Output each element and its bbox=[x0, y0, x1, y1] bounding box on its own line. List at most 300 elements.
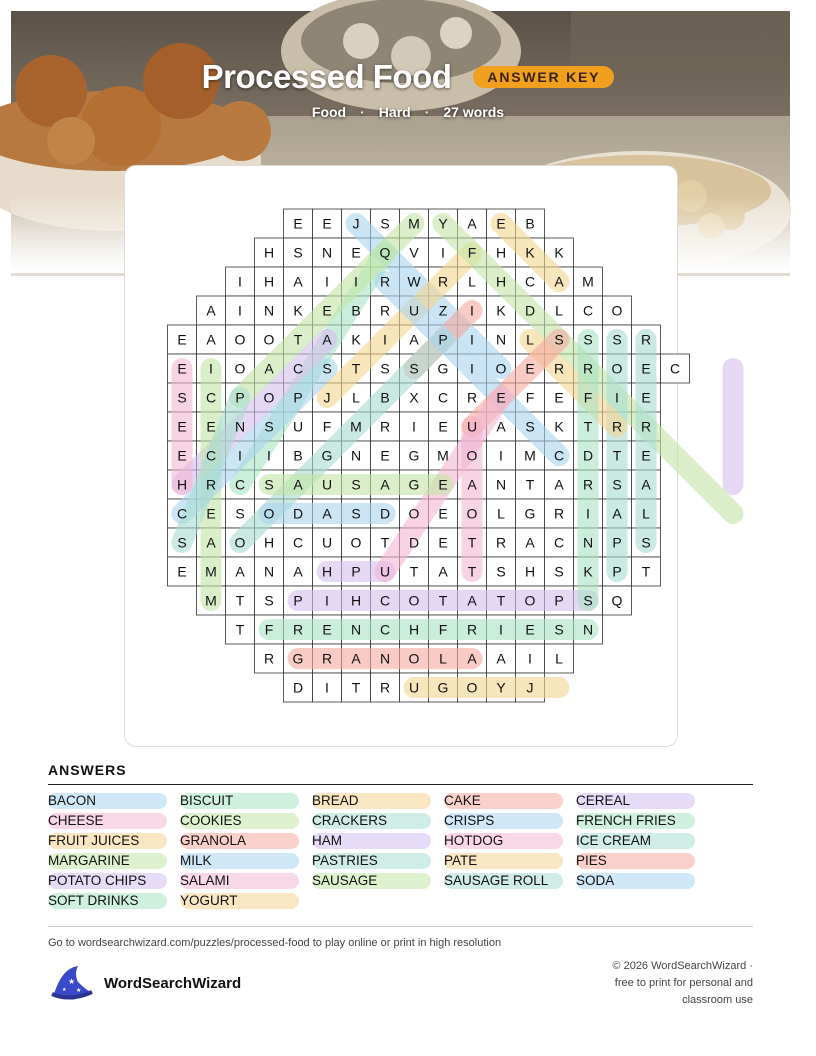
grid-letter: E bbox=[525, 621, 535, 638]
grid-letter: S bbox=[264, 418, 274, 435]
grid-letter: Y bbox=[496, 679, 506, 696]
grid-letter: S bbox=[612, 476, 622, 493]
grid-letter: C bbox=[205, 447, 217, 464]
grid-letter: E bbox=[322, 302, 332, 319]
grid-letter: H bbox=[263, 534, 275, 551]
grid-letter: I bbox=[586, 505, 590, 522]
grid-letter: I bbox=[238, 273, 242, 290]
grid-letter: O bbox=[234, 534, 246, 551]
grid-letter: O bbox=[263, 505, 275, 522]
answer-item bbox=[576, 792, 708, 810]
grid-letter: G bbox=[524, 505, 536, 522]
answer-word: SAUSAGE ROLL bbox=[444, 873, 549, 888]
grid-letter: A bbox=[467, 592, 477, 609]
grid-letter: P bbox=[235, 389, 245, 406]
wizard-hat-icon bbox=[48, 964, 94, 1002]
grid-letter: S bbox=[177, 534, 187, 551]
grid-letter: S bbox=[409, 360, 419, 377]
grid-letter: C bbox=[553, 447, 565, 464]
grid-letter: F bbox=[264, 621, 274, 638]
answer-item bbox=[444, 812, 576, 830]
answer-word: FRENCH FRIES bbox=[576, 813, 676, 828]
grid-letter: N bbox=[350, 621, 362, 638]
answer-item bbox=[576, 812, 708, 830]
grid-letter: E bbox=[206, 418, 216, 435]
grid-letter: R bbox=[437, 273, 449, 290]
grid-letter: D bbox=[408, 534, 420, 551]
grid-letter: O bbox=[466, 679, 478, 696]
grid-letter: M bbox=[524, 447, 536, 464]
grid-letter: O bbox=[611, 302, 623, 319]
grid-letter: C bbox=[669, 360, 681, 377]
grid-letter: B bbox=[525, 215, 535, 232]
puzzle-card bbox=[124, 165, 681, 747]
grid-letter: A bbox=[293, 476, 303, 493]
grid-letter: E bbox=[177, 418, 187, 435]
grid-letter: A bbox=[206, 331, 216, 348]
grid-letter: T bbox=[438, 592, 448, 609]
answers-heading: ANSWERS bbox=[48, 762, 127, 778]
grid-letter: N bbox=[495, 331, 507, 348]
grid-letter: T bbox=[496, 592, 506, 609]
grid-letter: R bbox=[553, 505, 565, 522]
grid-letter: A bbox=[554, 476, 564, 493]
grid-letter: X bbox=[409, 389, 419, 406]
grid-letter: U bbox=[408, 302, 420, 319]
grid-letter: C bbox=[437, 389, 449, 406]
grid-letter: S bbox=[322, 360, 332, 377]
grid-letter: A bbox=[322, 331, 332, 348]
answer-item bbox=[312, 852, 444, 870]
grid-letter: P bbox=[293, 389, 303, 406]
grid-letter: E bbox=[641, 447, 651, 464]
answer-item bbox=[180, 792, 312, 810]
grid-letter: L bbox=[439, 650, 447, 667]
answer-item bbox=[312, 832, 444, 850]
grid-letter: S bbox=[496, 563, 506, 580]
answer-word: YOGURT bbox=[180, 893, 238, 908]
footer-note: Go to wordsearchwizard.com/puzzles/processed-food to play online or print in high resolution bbox=[48, 937, 502, 949]
grid-letter: P bbox=[554, 592, 564, 609]
word-count-label: 27 words bbox=[443, 104, 505, 120]
grid-letter: N bbox=[234, 418, 246, 435]
grid-letter: O bbox=[466, 505, 478, 522]
grid-letter: S bbox=[293, 244, 303, 261]
answer-word: CRISPS bbox=[444, 813, 495, 828]
grid-letter: S bbox=[641, 534, 651, 551]
grid-letter: I bbox=[267, 447, 271, 464]
answers-list bbox=[48, 792, 753, 910]
divider bbox=[48, 784, 753, 785]
grid-letter: D bbox=[582, 447, 594, 464]
grid-letter: T bbox=[641, 563, 651, 580]
grid-letter: U bbox=[321, 534, 333, 551]
grid-letter: J bbox=[323, 389, 331, 406]
answer-item bbox=[444, 832, 576, 850]
svg-text:★: ★ bbox=[62, 987, 67, 993]
answer-word: BACON bbox=[48, 793, 97, 808]
puzzle-title: Processed Food bbox=[201, 58, 452, 95]
grid-letter: I bbox=[470, 331, 474, 348]
grid-letter: S bbox=[525, 418, 535, 435]
grid-letter: S bbox=[177, 389, 187, 406]
grid-letter: J bbox=[352, 215, 360, 232]
grid-letter: C bbox=[582, 302, 594, 319]
grid-letter: T bbox=[351, 360, 361, 377]
grid-letter: I bbox=[528, 650, 532, 667]
answer-word: COOKIES bbox=[180, 813, 242, 828]
grid-letter: O bbox=[408, 592, 420, 609]
grid-letter: O bbox=[234, 331, 246, 348]
grid-letter: I bbox=[470, 360, 474, 377]
grid-letter: L bbox=[526, 331, 534, 348]
answer-item bbox=[48, 852, 180, 870]
grid-letter: D bbox=[292, 679, 304, 696]
answer-word: CRACKERS bbox=[312, 813, 388, 828]
grid-letter: G bbox=[408, 476, 420, 493]
grid-letter: H bbox=[321, 563, 333, 580]
grid-letter: H bbox=[176, 476, 188, 493]
grid-letter: K bbox=[554, 244, 564, 261]
grid-letter: Q bbox=[379, 244, 391, 261]
copyright-line: classroom use bbox=[682, 994, 753, 1006]
grid-letter: M bbox=[582, 273, 594, 290]
brand-name: WordSearchWizard bbox=[104, 974, 242, 992]
grid-letter: F bbox=[438, 621, 448, 638]
copyright-line: © 2026 WordSearchWizard · bbox=[612, 960, 753, 972]
answer-item bbox=[180, 872, 312, 890]
svg-text:★: ★ bbox=[76, 988, 82, 994]
grid-letter: R bbox=[205, 476, 217, 493]
grid-letter: S bbox=[554, 621, 564, 638]
grid-letter: A bbox=[206, 534, 216, 551]
grid-letter: H bbox=[350, 592, 362, 609]
answer-word: CAKE bbox=[444, 793, 481, 808]
grid-letter: U bbox=[379, 563, 391, 580]
grid-letter: E bbox=[438, 505, 448, 522]
grid-letter: D bbox=[292, 505, 304, 522]
answer-word: FRUIT JUICES bbox=[48, 833, 140, 848]
grid-letter: B bbox=[351, 302, 361, 319]
grid-letter: I bbox=[238, 447, 242, 464]
grid-letter: A bbox=[206, 302, 216, 319]
grid-letter: T bbox=[467, 563, 477, 580]
grid-letter: N bbox=[321, 244, 333, 261]
answer-item bbox=[48, 872, 180, 890]
grid-letter: M bbox=[205, 563, 217, 580]
grid-letter: S bbox=[583, 592, 593, 609]
grid-letter: O bbox=[263, 389, 275, 406]
grid-letter: C bbox=[379, 592, 391, 609]
answer-item bbox=[48, 792, 180, 810]
grid-letter: O bbox=[263, 331, 275, 348]
grid-letter: S bbox=[380, 360, 390, 377]
answer-word: SOFT DRINKS bbox=[48, 893, 139, 908]
grid-letter: L bbox=[642, 505, 650, 522]
grid-letter: R bbox=[379, 418, 391, 435]
grid-letter: S bbox=[554, 563, 564, 580]
grid-letter: G bbox=[437, 679, 449, 696]
grid-letter: I bbox=[325, 273, 329, 290]
grid-letter: S bbox=[264, 592, 274, 609]
difficulty-label: Hard bbox=[378, 104, 411, 120]
grid-letter: E bbox=[322, 215, 332, 232]
grid-letter: H bbox=[495, 273, 507, 290]
answer-word: MILK bbox=[180, 853, 212, 868]
grid-letter: B bbox=[380, 389, 390, 406]
grid-letter: F bbox=[322, 418, 332, 435]
grid-letter: S bbox=[612, 331, 622, 348]
grid-letter: R bbox=[495, 534, 507, 551]
grid-letter: O bbox=[408, 650, 420, 667]
grid-letter: A bbox=[467, 476, 477, 493]
grid-letter: S bbox=[380, 215, 390, 232]
grid-letter: T bbox=[380, 534, 390, 551]
grid-letter: I bbox=[470, 302, 474, 319]
grid-letter: R bbox=[466, 389, 478, 406]
answer-item bbox=[48, 812, 180, 830]
grid-letter: I bbox=[499, 621, 503, 638]
grid-letter: H bbox=[263, 273, 275, 290]
grid-letter: O bbox=[524, 592, 536, 609]
answer-word: BISCUIT bbox=[180, 793, 234, 808]
answer-item bbox=[180, 812, 312, 830]
grid-letter: A bbox=[554, 273, 564, 290]
grid-letter: O bbox=[408, 505, 420, 522]
grid-letter: R bbox=[640, 418, 652, 435]
answer-word: BREAD bbox=[312, 793, 359, 808]
answer-word: HAM bbox=[312, 833, 342, 848]
grid-letter: E bbox=[351, 244, 361, 261]
grid-letter: E bbox=[438, 418, 448, 435]
grid-letter: K bbox=[583, 563, 593, 580]
grid-letter: T bbox=[525, 476, 535, 493]
answer-word: PATE bbox=[444, 853, 478, 868]
grid-letter: I bbox=[383, 331, 387, 348]
grid-letter: L bbox=[555, 650, 563, 667]
answer-word: GRANOLA bbox=[180, 833, 247, 848]
grid-letter: U bbox=[321, 476, 333, 493]
answer-item bbox=[444, 852, 576, 870]
grid-letter: A bbox=[322, 505, 332, 522]
grid-letter: R bbox=[292, 621, 304, 638]
grid-letter: E bbox=[496, 389, 506, 406]
grid-letter: I bbox=[238, 302, 242, 319]
grid-letter: M bbox=[205, 592, 217, 609]
answer-item bbox=[576, 872, 708, 890]
grid-letter: O bbox=[350, 534, 362, 551]
grid-letter: I bbox=[441, 244, 445, 261]
grid-letter: K bbox=[496, 302, 506, 319]
grid-letter: U bbox=[292, 418, 304, 435]
grid-letter: G bbox=[321, 447, 333, 464]
grid-letter: P bbox=[351, 563, 361, 580]
answer-item bbox=[180, 892, 312, 910]
grid-letter: C bbox=[524, 273, 536, 290]
grid-letter: N bbox=[263, 302, 275, 319]
answer-item bbox=[576, 852, 708, 870]
grid-letter: A bbox=[293, 563, 303, 580]
category-label: Food bbox=[311, 104, 347, 120]
grid-letter: U bbox=[466, 418, 478, 435]
grid-letter: K bbox=[293, 302, 303, 319]
grid-letter: E bbox=[554, 389, 564, 406]
grid-letter: O bbox=[466, 447, 478, 464]
separator: · bbox=[360, 104, 365, 120]
grid-letter: N bbox=[379, 650, 391, 667]
grid-letter: E bbox=[525, 360, 535, 377]
answer-word: PIES bbox=[576, 853, 607, 868]
grid-letter: S bbox=[583, 331, 593, 348]
answer-item bbox=[180, 832, 312, 850]
grid-letter: T bbox=[351, 679, 361, 696]
grid-letter: N bbox=[263, 563, 275, 580]
grid-letter: L bbox=[555, 302, 563, 319]
grid-letter: C bbox=[379, 621, 391, 638]
grid-letter: F bbox=[583, 389, 593, 406]
grid-letter: R bbox=[263, 650, 275, 667]
grid-letter: P bbox=[293, 592, 303, 609]
divider bbox=[48, 926, 753, 927]
grid-letter: E bbox=[641, 389, 651, 406]
grid-letter: P bbox=[438, 331, 448, 348]
grid-letter: K bbox=[525, 244, 535, 261]
grid-letter: R bbox=[379, 679, 391, 696]
grid-letter: A bbox=[351, 650, 361, 667]
grid-letter: G bbox=[292, 650, 304, 667]
grid-letter: C bbox=[553, 534, 565, 551]
answer-word: SODA bbox=[576, 873, 615, 888]
grid-letter: E bbox=[206, 505, 216, 522]
answer-word: SALAMI bbox=[180, 873, 230, 888]
answer-word: ICE CREAM bbox=[576, 833, 652, 848]
grid-letter: A bbox=[525, 534, 535, 551]
grid-letter: A bbox=[438, 563, 448, 580]
grid-letter: R bbox=[582, 476, 594, 493]
grid-letter: C bbox=[176, 505, 188, 522]
grid-letter: A bbox=[293, 273, 303, 290]
answer-item bbox=[48, 892, 180, 910]
copyright bbox=[553, 958, 753, 1009]
grid-letter: U bbox=[408, 679, 420, 696]
grid-letter: N bbox=[582, 534, 594, 551]
grid-letter: S bbox=[351, 476, 361, 493]
grid-letter: H bbox=[263, 244, 275, 261]
grid-letter: L bbox=[352, 389, 360, 406]
grid-letter: R bbox=[582, 360, 594, 377]
grid-letter: I bbox=[499, 447, 503, 464]
grid-letter: H bbox=[408, 621, 420, 638]
grid-letter: F bbox=[467, 244, 477, 261]
brand[interactable] bbox=[48, 964, 241, 1002]
grid-letter: H bbox=[495, 244, 507, 261]
answer-key-badge: ANSWER KEY bbox=[473, 66, 614, 88]
grid-letter: O bbox=[495, 360, 507, 377]
grid-letter: N bbox=[350, 447, 362, 464]
answer-word: CEREAL bbox=[576, 793, 631, 808]
grid-letter: V bbox=[409, 244, 419, 261]
grid-letter: A bbox=[380, 476, 390, 493]
grid-letter: A bbox=[467, 650, 477, 667]
grid-letter: E bbox=[177, 331, 187, 348]
grid-letter: E bbox=[641, 360, 651, 377]
answer-word: POTATO CHIPS bbox=[48, 873, 147, 888]
grid-letter: R bbox=[466, 621, 478, 638]
grid-letter: I bbox=[412, 418, 416, 435]
grid-letter: G bbox=[408, 447, 420, 464]
grid-letter: A bbox=[496, 650, 506, 667]
grid-letter: N bbox=[495, 476, 507, 493]
grid-letter: M bbox=[408, 215, 420, 232]
grid-letter: I bbox=[325, 592, 329, 609]
grid-letter: L bbox=[468, 273, 476, 290]
grid-letter: M bbox=[350, 418, 362, 435]
answer-word: PASTRIES bbox=[312, 853, 378, 868]
grid-letter: A bbox=[467, 215, 477, 232]
answer-item bbox=[444, 792, 576, 810]
grid-letter: O bbox=[611, 360, 623, 377]
grid-letter: C bbox=[205, 389, 217, 406]
grid-letter: T bbox=[235, 592, 245, 609]
grid-letter: R bbox=[640, 331, 652, 348]
answer-word: CHEESE bbox=[48, 813, 104, 828]
grid-letter: C bbox=[292, 360, 304, 377]
grid-letter: N bbox=[582, 621, 594, 638]
grid-letter: R bbox=[379, 273, 391, 290]
answer-item bbox=[312, 812, 444, 830]
grid-letter: E bbox=[293, 215, 303, 232]
grid-letter: I bbox=[325, 679, 329, 696]
grid-letter: I bbox=[209, 360, 213, 377]
grid-letter: P bbox=[612, 534, 622, 551]
grid-letter: A bbox=[612, 505, 622, 522]
answer-item bbox=[576, 832, 708, 850]
grid-letter: I bbox=[354, 273, 358, 290]
answer-word: HOTDOG bbox=[444, 833, 504, 848]
grid-letter: C bbox=[292, 534, 304, 551]
word-search-grid bbox=[125, 166, 681, 746]
grid-letter: I bbox=[615, 389, 619, 406]
grid-letter: D bbox=[524, 302, 536, 319]
grid-letter: T bbox=[612, 447, 622, 464]
grid-letter: A bbox=[496, 418, 506, 435]
grid-letter: R bbox=[611, 418, 623, 435]
grid-letter: Q bbox=[611, 592, 623, 609]
puzzle-meta bbox=[0, 104, 816, 120]
grid-letter: K bbox=[554, 418, 564, 435]
answer-word: SAUSAGE bbox=[312, 873, 378, 888]
answer-item bbox=[48, 832, 180, 850]
grid-letter: R bbox=[321, 650, 333, 667]
grid-letter: Z bbox=[438, 302, 448, 319]
grid-letter: R bbox=[553, 360, 565, 377]
answer-item bbox=[312, 792, 444, 810]
answer-item bbox=[312, 872, 444, 890]
grid-letter: L bbox=[497, 505, 505, 522]
grid-letter: E bbox=[438, 476, 448, 493]
grid-letter: T bbox=[583, 418, 593, 435]
grid-letter: P bbox=[612, 563, 622, 580]
grid-letter: F bbox=[525, 389, 535, 406]
svg-text:★: ★ bbox=[68, 977, 76, 986]
grid-letter: W bbox=[407, 273, 421, 290]
grid-letter: T bbox=[235, 621, 245, 638]
grid-letter: T bbox=[467, 534, 477, 551]
grid-letter: D bbox=[379, 505, 391, 522]
grid-letter: E bbox=[438, 534, 448, 551]
grid-letter: M bbox=[437, 447, 449, 464]
grid-letter: J bbox=[526, 679, 534, 696]
